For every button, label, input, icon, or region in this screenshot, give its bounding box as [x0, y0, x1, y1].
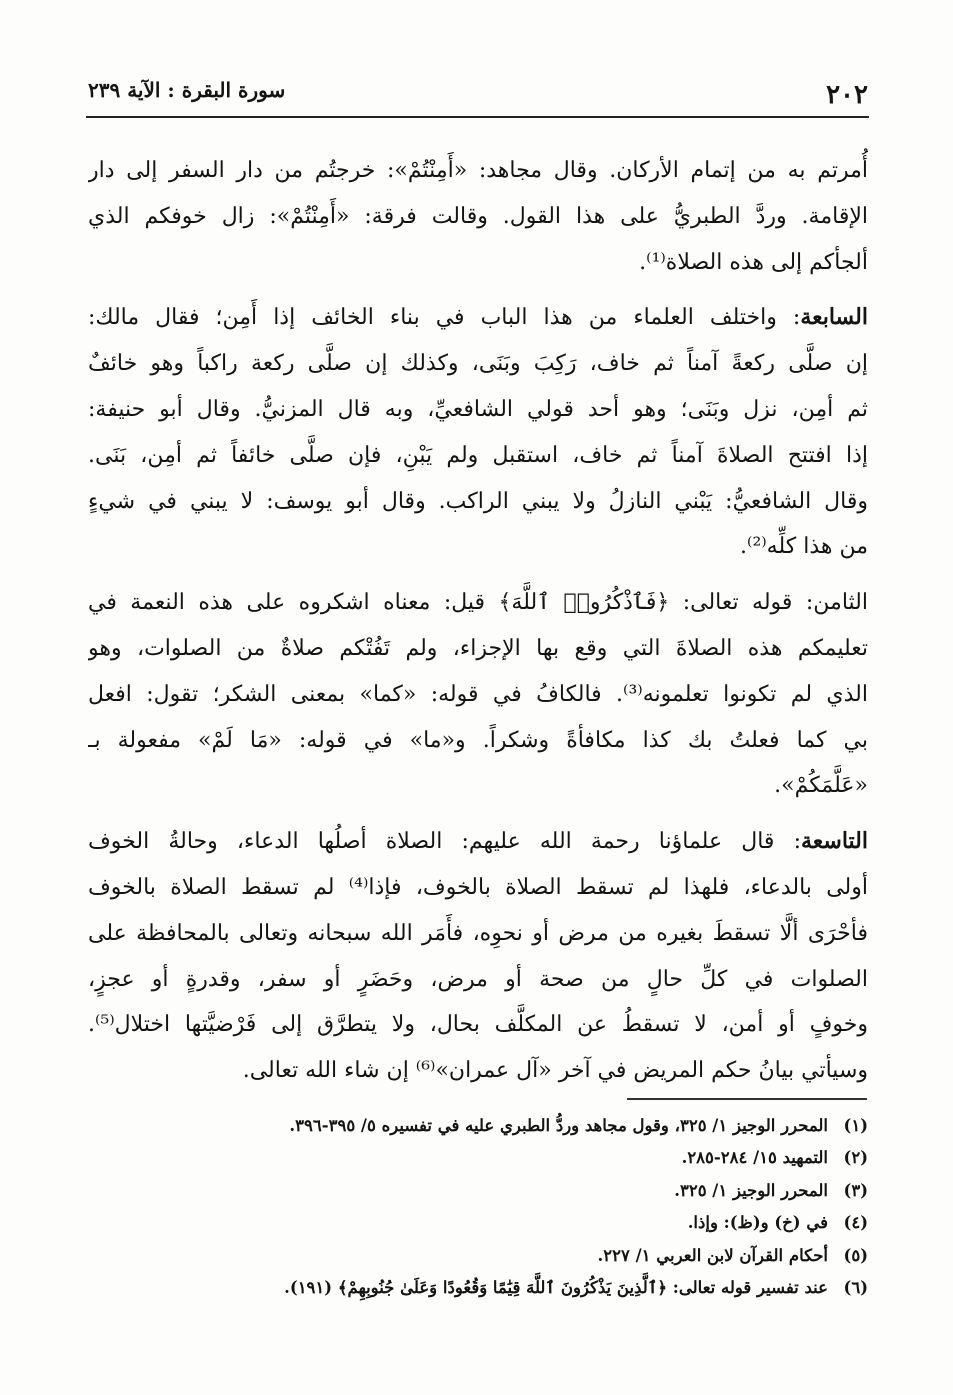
- paragraph-ninth: [88, 819, 868, 1094]
- text-line: إن صلَّى ركعةً آمناً ثم خاف، رَكِبَ وبَنَى، وكذلك إن صلَّى ركعة راكباً وهو خائفٌ: [88, 351, 868, 377]
- text-line: [88, 295, 868, 341]
- paragraph-eighth: [88, 580, 868, 809]
- text-line: بي كما فعلتُ بك كذا مكافأةً وشكراً. و«ما» في قوله: «مَا لَمْ» مفعولة بـ: [88, 727, 868, 753]
- text-line: وقال الشافعيُّ: يَبْني النازلُ ولا يبني الراكب. وقال أبو يوسف: لا يبني في شيءٍ: [88, 488, 868, 514]
- footnote-text: في (خ) و(ظ): وإذا.: [687, 1213, 828, 1233]
- section-heading-seventh: السابعة: [800, 304, 868, 331]
- page-header: [88, 72, 868, 116]
- text-line: «عَلَّمَكُمْ».: [774, 773, 868, 799]
- footnote: [88, 1142, 868, 1174]
- text-line: وخوفٍ أو أمن، لا تسقطُ عن المكلَّف بحال، ولا يتطرَّق إلى فَرْضيَّتها اختلال⁽⁵⁾.: [88, 1012, 868, 1038]
- footnote: [88, 1272, 868, 1304]
- text-line: من هذا كلِّه⁽²⁾.: [740, 534, 868, 560]
- text-line: الإقامة. وردَّ الطبريُّ على هذا القول. وقالت فرقة: «أَمِنْتُمْ»: زال خوفكم الذي: [88, 203, 868, 229]
- text-line: وسيأتي بيانُ حكم المريض في آخر «آل عمران»⁽⁶⁾ إن شاء الله تعالى.: [242, 1058, 868, 1084]
- footnote: [88, 1110, 868, 1142]
- footnotes: [88, 1110, 868, 1304]
- footnote-number: (٣): [843, 1180, 868, 1200]
- text-line-rest: : قال علماؤنا رحمة الله عليهم: الصلاة أصلُها الدعاء، وحالةُ الخوف: [88, 829, 801, 855]
- text-line: ثم أمِن، نزل وبَنَى؛ وهو أحد قولي الشافعيِّ، وبه قال المزنيُّ. وقال أبو حنيفة:: [88, 396, 868, 422]
- paragraph-mujahid: [88, 148, 868, 285]
- footnote-number: (١): [843, 1116, 868, 1135]
- header-rule: [86, 116, 869, 118]
- footnote-text: عند تفسير قوله تعالى: ﴿ٱلَّذِينَ يَذْكُرُونَ ٱللَّهَ قِيَٰمًا وَقُعُودًا وَعَلَىٰ جُنُوبِهِمْ﴾ (١٩١).: [284, 1278, 828, 1298]
- text-line: أولى بالدعاء، فلهذا لم تسقط الصلاة بالخوف، فإذا⁽⁴⁾ لم تسقط الصلاة بالخوف: [88, 874, 868, 900]
- footnote-text: أحكام القرآن لابن العربي ١/ ٢٢٧.: [597, 1245, 828, 1265]
- text-line: الصلوات في كلِّ حالٍ من صحة أو مرض، وحَضَرٍ أو سفر، وقدرةٍ أو عجزٍ،: [88, 966, 868, 992]
- footnote-number: (٦): [843, 1278, 868, 1298]
- running-head: سورة البقرة : الآية ٢٣٩: [88, 78, 286, 102]
- paragraph-seventh: [88, 295, 868, 570]
- text-line: فأحْرَى ألَّا تسقطَ بغيره من مرض أو نحوِه، فأَمَر الله سبحانه وتعالى بالمحافظة على: [88, 920, 868, 946]
- footnote-number: (٤): [843, 1213, 868, 1233]
- footnote: [88, 1175, 868, 1207]
- text-line: ألجأكم إلى هذه الصلاة⁽¹⁾.: [639, 249, 868, 275]
- text-line: الثامن: قوله تعالى: ﴿فَٱذْكُرُوا۟ ٱللَّهَ﴾ قيل: معناه اشكروه على هذه النعمة في: [88, 590, 868, 616]
- footnote-text: المحرر الوجيز ١/ ٣٢٥.: [674, 1180, 828, 1200]
- text-line: تعليمكم هذه الصلاةَ التي وقع بها الإجزاء، ولم تَفُتْكم صلاةٌ من الصلوات، وهو: [88, 635, 868, 661]
- main-text: [88, 148, 868, 1104]
- section-heading-ninth: التاسعة: [801, 828, 868, 855]
- footnote-text: المحرر الوجيز ١/ ٣٢٥، وقول مجاهد وردُّ الطبري عليه في تفسيره ٥/ ٣٩٥-٣٩٦.: [289, 1116, 828, 1135]
- text-line: الذي لم تكونوا تعلمونه⁽³⁾. فالكافُ في قوله: «كما» بمعنى الشكر؛ تقول: افعل: [88, 681, 868, 707]
- text-line: [88, 819, 868, 865]
- page-number: ٢٠٢: [826, 80, 868, 110]
- footnote: [88, 1240, 868, 1272]
- footnote-number: (٢): [843, 1148, 868, 1168]
- footnote-text: التمهيد ١٥/ ٢٨٤-٢٨٥.: [681, 1148, 828, 1168]
- text-line-rest: : واختلف العلماء من هذا الباب في بناء الخائف إذا أَمِن؛ فقال مالك:: [88, 305, 801, 331]
- text-line: إذا افتتح الصلاةَ آمناً ثم خاف، استقبل ولم يَبْنِ، فإن صلَّى خائفاً ثم أمِن، بَنَى.: [88, 442, 868, 468]
- footnote: [88, 1207, 868, 1239]
- footnote-number: (٥): [843, 1245, 868, 1265]
- text-line: أُمرتم به من إتمام الأركان. وقال مجاهد: «أَمِنْتُمْ»: خرجتُم من دار السفر إلى دار: [88, 158, 868, 183]
- footnote-rule: [627, 1098, 867, 1100]
